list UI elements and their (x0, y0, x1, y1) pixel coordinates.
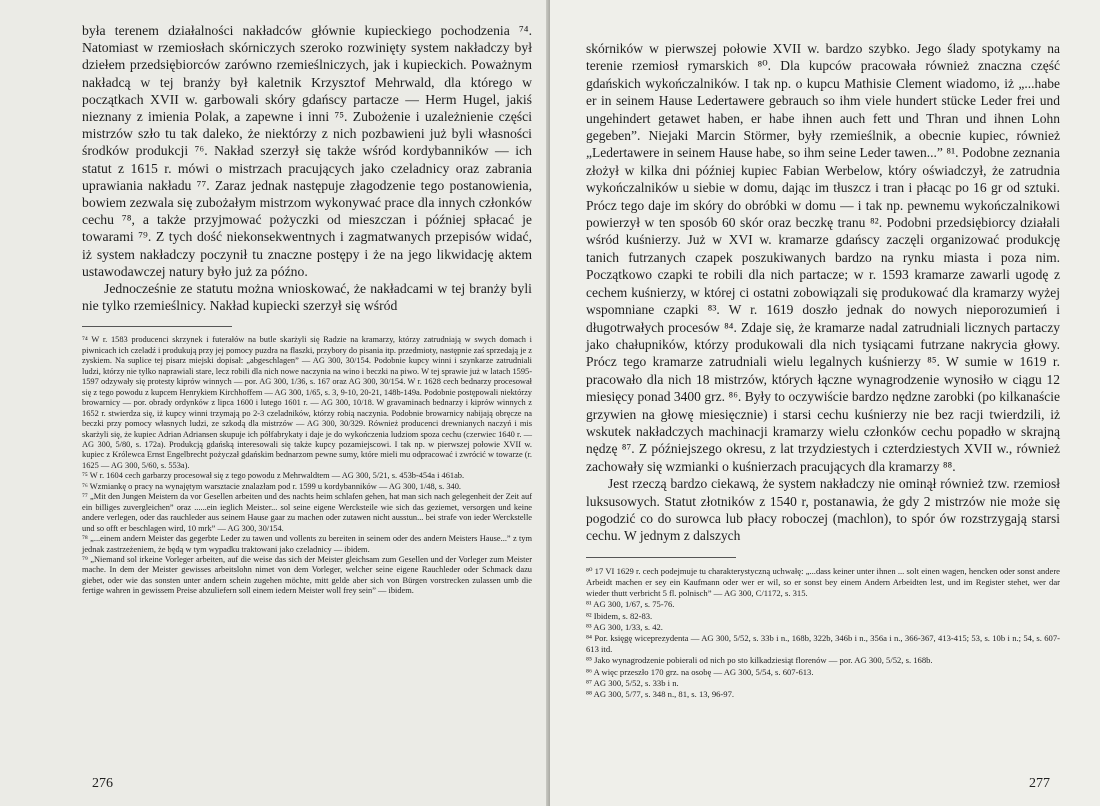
page-number: 276 (92, 776, 113, 791)
left-footnotes (82, 335, 532, 596)
footnote-rule (586, 557, 736, 558)
footnote: ⁸² Ibidem, s. 82-83. (586, 610, 653, 621)
footnote: ⁸⁸ AG 300, 5/77, s. 348 n., 81, s. 13, 96-97. (586, 689, 735, 700)
footnote: ⁸³ AG 300, 1/33, s. 42. (586, 621, 663, 632)
right-footnotes (586, 566, 1060, 700)
footnote: ⁸⁶ A więc przeszło 170 grz. na osobę — AG 300, 5/54, s. 607-613. (586, 666, 814, 677)
footnote-rule (82, 326, 232, 327)
footnote: ⁷⁸ „...einem andern Meister das gegerbte Leder zu tawen und vollents zu bereiten in seinem oder des andern Meisters Hause...” z tym jednak zastrzeżeniem, że będą w tym wypadku traktowani jako czeladnicy — ibidem. (82, 534, 532, 554)
right-paragraph: Jest rzeczą bardzo ciekawą, że system nakładczy nie ominął również tzw. rzemiosł luksusowych. Statut złotników z 1540 r, postanawia, że gdy 2 mistrzów nie może się pogodzić co do surowca lub płacy roboczej (machlon), to spór ów rozstrzygają starsi cechu. W jednym z dalszych (586, 476, 1060, 544)
left-paragraph: była terenem działalności nakładców głównie kupieckiego pochodzenia ⁷⁴. Natomiast w rzemiosłach skórniczych szeroko rozwinięty system nakładczy był dziełem przedsiębiorców zarówno rzemieślniczych, jak i kupieckich. Poważnym nakładcą w tej branży był kaletnik Krzysztof Mehrwald, dla którego w początkach XVII w. garbowali skóry gdańscy partacze — Herm Hugel, jakiś nieznany z imienia Polak, a zapewne i inni ⁷⁵. Zubożenie i uzależnienie części mistrzów szło tu tak daleko, że niektórzy z nich pozbawieni już byli własności środków produkcji ⁷⁶. Nakład szerzył się także wśród kordybanników — ich statut z 1615 r. mówi o mistrzach pracujących jako czeladnicy oraz zabrania uprawiania nakładu ⁷⁷. Zaraz jednak następuje złagodzenie tego postanowienia, bowiem zezwala się zubożałym mistrzom wykonywać prace dla innych członków cechu ⁷⁸, a także przyjmować pożyczki od mieszczan i później spłacać je towarami ⁷⁹. Z tych dość niekonsekwentnych i zagmatwanych przepisów widać, iż system nakładczy poczynił tu znaczne postępy i że na jego likwidację aktem ustawodawczej natury było już za późno. (82, 23, 532, 279)
footnote: ⁸⁴ Por. księgę wiceprezydenta — AG 300, 5/52, s. 33b i n., 168b, 322b, 346b i n., 356a i n., 366-367, 413-415; 53, s. 10b i n.; 54, s. 607-613 itd. (586, 633, 1060, 655)
left-paragraph: Jednocześnie ze statutu można wnioskować, że nakładcami w tej branży byli nie tylko rzemieślnicy. Nakład kupiecki szerzył się wśród (82, 281, 532, 314)
footnote: ⁸⁷ AG 300, 5/52, s. 33b i n. (586, 677, 679, 688)
right-page (550, 0, 1100, 806)
footnote: ⁸¹ AG 300, 1/67, s. 75-76. (586, 599, 675, 610)
left-body-text (82, 22, 532, 314)
right-body-text (586, 40, 1060, 545)
footnote: ⁷⁴ W r. 1583 producenci skrzynek i futerałów na butle skarżyli się Radzie na kramarzy, którzy zatrudniają w swych domach i piwnicach ich czeladź i produkują przy jej pomocy puzdra na flaszki, przybory do pisania itp. przedmioty, następnie zaś sprzedają je z zyskiem. Na suplice tej pisarz miejski dopisał: „abgeschlagen” — AG 300, 30/154. Podobnie kupcy winni i szynkarze zatrudniali ludzi, którzy nie tylko naprawiali stare, lecz robili dla nich nowe naczynia na wino i beczki na piwo. W tej sprawie już w latach 1595-1597 odzywały się protesty kiprów winnych — por. AG 300, 1/36, s. 167 oraz AG 300, 30/154. W r. 1628 cech bednarzy procesował się z tego powodu z kupcem Henrykiem Kirchhoffem — AG 300, 1/65, s. 3, 9-10, 20-21, 148b-149a. Podobnie postępowali niektórzy browarnicy — por. obrady ordynków z lipca 1600 i lutego 1601 r. — AG 300, 10/18. W gravaminach bednarzy i kiprów winnych z 1652 r. stwierdza się, iż kupcy winni trzymają po 2-3 czeladników, którzy robią naczynia. Podobnie browarnicy nabijają obręcze na beczki przy pomocy własnych ludzi, ze szkodą dla mistrzów — AG 300, 30/329. Również producenci drewnianych naczyń i mis skarżyli się, że kupiec Adrian Adriansen skupuje ich półfabrykaty i daje je do wykończenia ludziom spoza cechu (czerwiec 1640 r. — AG 300, 5/80, s. 172a). Produkcją gdańską interesowali się także kupcy pozamiejscowi. I tak np. w pierwszej połowie XVII w. kupiec z Królewca Ernst Engelbrecht pożyczał gdańskim bednarzom pewne sumy, które mieli mu odpracować i zwrócić w towarze (r. 1625 — AG 300, 5/60, s. 553a). (82, 335, 532, 470)
footnote: ⁸⁰ 17 VI 1629 r. cech podejmuje tu charakterystyczną uchwałę: „...dass keiner unter ihnen ... solt einen wagen, hencken oder sonst andere Arbeidt machen er sey ein Kaufmann oder wer er wil, so er sonst bey einem Andern Arbeidten lest, und im Register stehet, wer dar wieder thutt verbricht 5 fl. polnisch” — AG 300, C/1172, s. 315. (586, 565, 1060, 599)
footnote: ⁷⁶ Wzmiankę o pracy na wynajętym warsztacie znalazłam pod r. 1599 u kordybanników — AG 300, 1/48, s. 340. (82, 481, 461, 491)
footnote: ⁷⁷ „Mit den Jungen Meistern da vor Gesellen arbeiten und des nachts heim schlafen gehen, hat man sich nach gelegenheit der Zeit auf ein billiges zuvergleichen” oraz ......ein ieglich Meister... sol seine eigene Wercksteile wie sich das geziemet, versorgen und keine andere verlegen, oder das rauchleder aus seinem Hause gaar zu machen oder zutawen nicht ausstun... bei strafe von ieder Werckstelle und so offt er beschlagen wird, 10 mrk” — AG 300, 30/154. (82, 492, 532, 533)
footnote: ⁸⁵ Jako wynagrodzenie pobierali od nich po sto kilkadziesiąt florenów — por. AG 300, 5/52, s. 168b. (586, 655, 933, 666)
page-number: 277 (1029, 776, 1050, 791)
footnote: ⁷⁵ W r. 1604 cech garbarzy procesował się z tego powodu z Mehrwaldtem — AG 300, 5/21, s. 453b-454a i 461ab. (82, 471, 465, 481)
footnote: ⁷⁹ „Niemand sol irkeine Vorleger arbeiten, auf die weise das sich der Meister gleichsam zum Gesellen und der Vorleger zum Meister mache. In dem der Meister gewisses arbeitslohn nimet von dem Vorleger, welcher seine eigene Rauchleder oder Schmack dazu giebet, oder wie das sonsten unter andern schein zugehen möchte, mitt gelde aber sich von Bürgen vorstrecken zulassen umb die fertige wahren in gewissem Preise abzuliefern soll einem iedern Meister woll frey sein” — ibidem. (82, 554, 532, 596)
right-paragraph: skórników w pierwszej połowie XVII w. bardzo szybko. Jego ślady spotykamy na terenie rzemiosł rymarskich ⁸⁰. Dla kupców pracowała również znaczna część gdańskich wykończalników. I tak np. o kupcu Mathisie Clement wiadomo, iż „...habe er in seinem Hause Ledertawere gebrauch so ihm viele hundert stücke Leder frei und ungehindert getawet haben, er habe ihnen auch fett und Thran und ihnen Lohn gegeben”. Niejaki Marcin Störmer, były rzemieślnik, a obecnie kupiec, również „Ledertawere in seinem Hause habe, so ihm seine Leder tawen...” ⁸¹. Podobne zeznania złożył w kilka dni później kupiec Fabian Werbelow, który oświadczył, że zatrudnia wykończalników u siebie w domu, dając im tłuszcz i tran i płacąc po 16 gr od sztuki. Prócz tego daje im skóry do obróbki w domu — i tak np. pewnemu wykończalnikowi powierzył w ten sposób 60 skór oraz beczkę tranu ⁸². Podobni przedsiębiorcy działali wśród kuśnierzy. Już w XVI w. kramarze gdańscy zaczęli organizować produkcję tanich futrzanych czapek poszukiwanych bardzo na rynku miasta i poza nim. Początkowo czapki te robili dla nich partacze; w r. 1593 kramarze zawarli ugodę z cechem kuśnierzy, w której ci ostatni zobowiązali się produkować dla kramarzy wyżej wspomniane czapki ⁸³. W r. 1619 doszło jednak do nowych nieporozumień i długotrwałych procesów ⁸⁴. Zdaje się, że kramarze nadal zatrudniali licznych partaczy jako chałupników, którzy produkowali dla nich tysiącami futrzane nakrycia głowy. Prócz tego kramarze zatrudniali wielu legalnych kuśnierzy ⁸⁵. W sumie w 1619 r. pracowało dla nich 18 mistrzów, których łączne wynagrodzenie wynosiło w ciągu 12 miesięcy ponad 3400 grz. ⁸⁶. Były to oczywiście bardzo nędzne zarobki (po kilkanaście grzywien na głowę miesięcznie) i starsi cechu kuśnierzy nie bez racji twierdzili, iż wskutek nakładczych machinacji kramarzy wielu członków cechu popadło w skrajną nędzę ⁸⁷. Z późniejszego okresu, z lat trzydziestych i czterdziestych XVII w., również zachowały się wzmianki o kuśnierzach pracujących dla kramarzy ⁸⁸. (586, 41, 1060, 474)
